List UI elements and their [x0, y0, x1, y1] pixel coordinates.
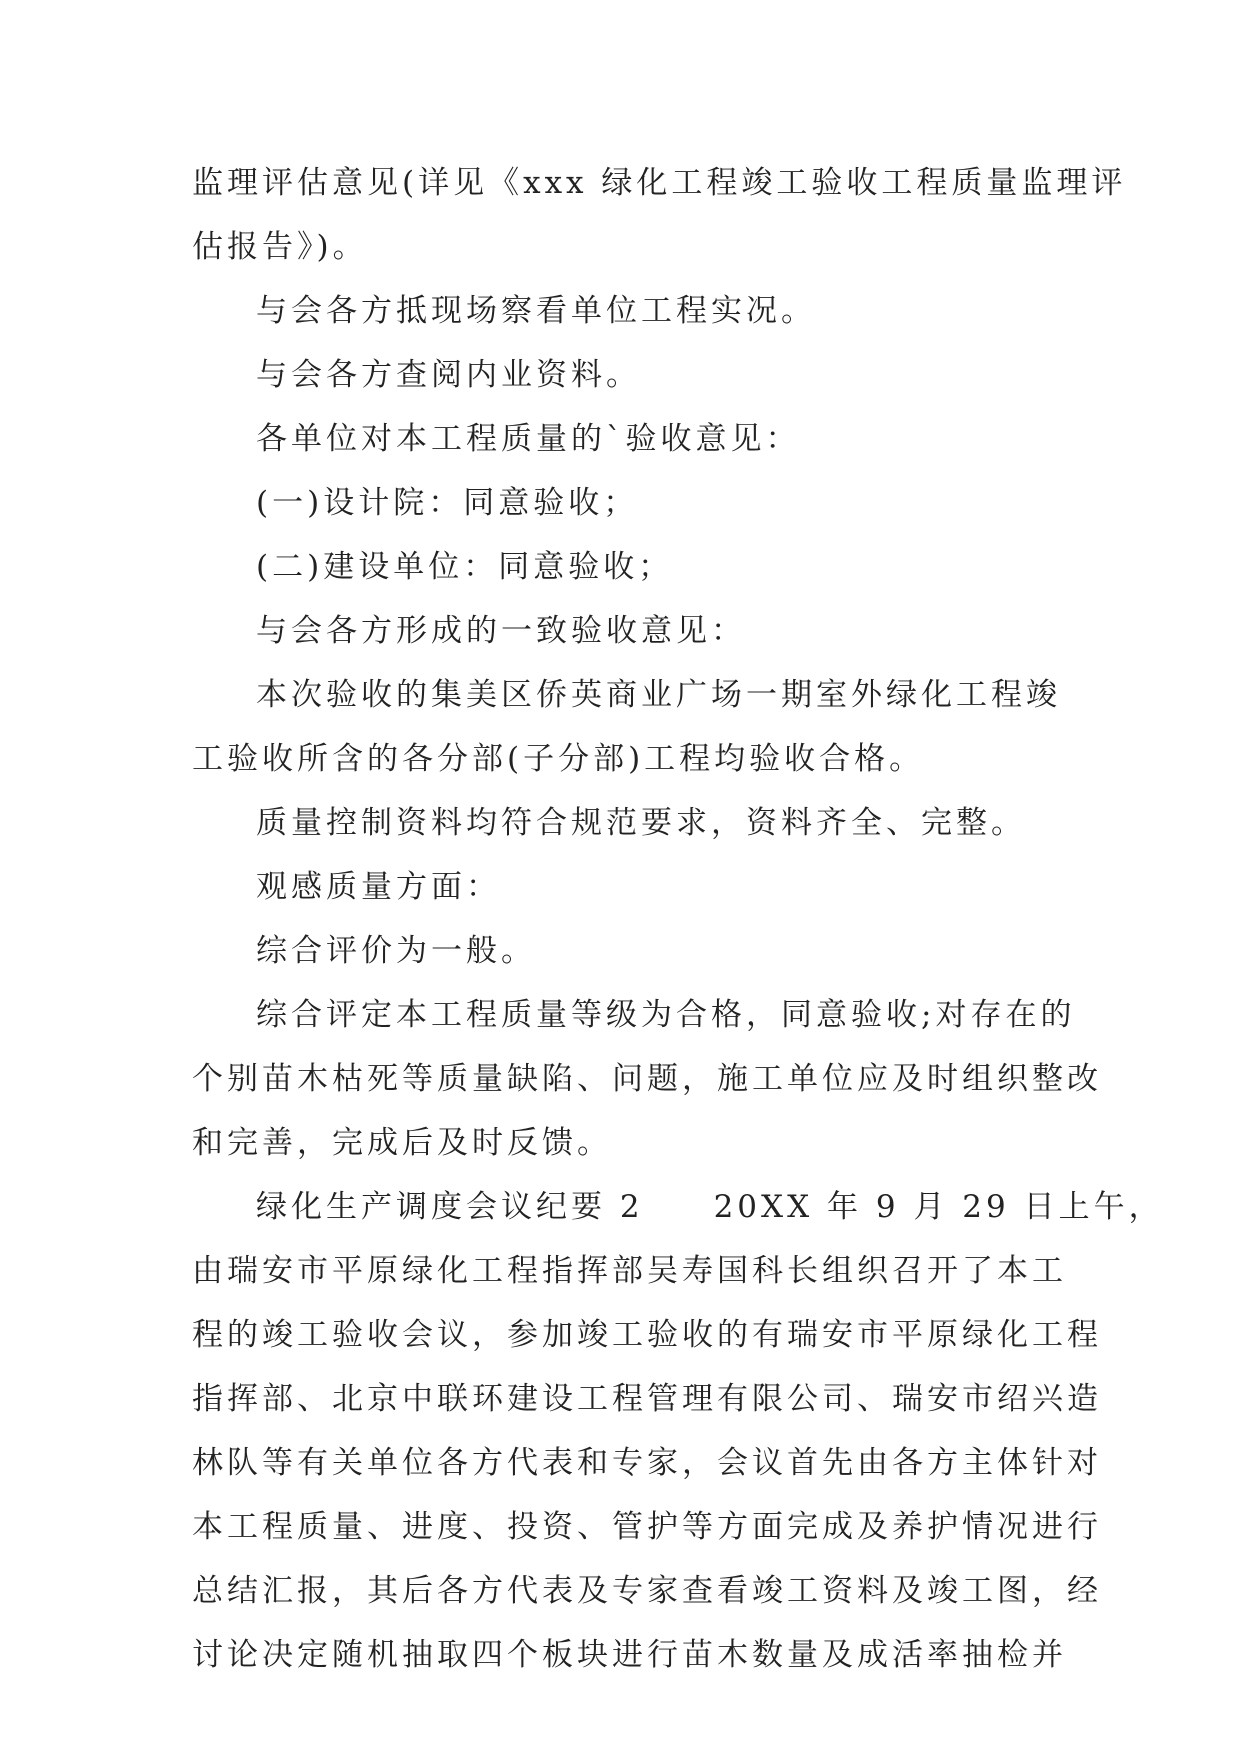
text-line: (一)设计院：同意验收； — [256, 485, 639, 521]
text-line: 各单位对本工程质量的`验收意见： — [256, 421, 801, 457]
text-line: 本次验收的集美区侨英商业广场一期室外绿化工程竣 — [256, 677, 1061, 713]
text-line: 讨论决定随机抽取四个板块进行苗木数量及成活率抽检并 — [192, 1637, 1067, 1673]
text-line: 由瑞安市平原绿化工程指挥部吴寿国科长组织召开了本工 — [192, 1253, 1067, 1289]
text-line: 指挥部、北京中联环建设工程管理有限公司、瑞安市绍兴造 — [192, 1381, 1102, 1417]
text-line: 监理评估意见(详见《xxx 绿化工程竣工验收工程质量监理评 — [192, 165, 1127, 201]
text-line: 总结汇报，其后各方代表及专家查看竣工资料及竣工图，经 — [192, 1573, 1102, 1609]
text-line: 估报告》)。 — [192, 229, 368, 265]
text-line: 观感质量方面： — [256, 869, 501, 905]
text-line: (二)建设单位：同意验收； — [256, 549, 674, 585]
text-line: 工验收所含的各分部(子分部)工程均验收合格。 — [192, 741, 925, 777]
text-line: 个别苗木枯死等质量缺陷、问题，施工单位应及时组织整改 — [192, 1061, 1102, 1097]
text-line: 绿化生产调度会议纪要 2 20XX 年 9 月 29 日上午， — [256, 1189, 1164, 1225]
text-line: 综合评价为一般。 — [256, 933, 536, 969]
text-line: 与会各方查阅内业资料。 — [256, 357, 641, 393]
text-line: 与会各方抵现场察看单位工程实况。 — [256, 293, 816, 329]
text-line: 和完善，完成后及时反馈。 — [192, 1125, 612, 1161]
text-line: 质量控制资料均符合规范要求，资料齐全、完整。 — [256, 805, 1026, 841]
text-line: 与会各方形成的一致验收意见： — [256, 613, 746, 649]
text-line: 程的竣工验收会议，参加竣工验收的有瑞安市平原绿化工程 — [192, 1317, 1102, 1353]
text-line: 林队等有关单位各方代表和专家，会议首先由各方主体针对 — [192, 1445, 1102, 1481]
text-line: 本工程质量、进度、投资、管护等方面完成及养护情况进行 — [192, 1509, 1102, 1545]
text-line: 综合评定本工程质量等级为合格，同意验收;对存在的 — [256, 997, 1076, 1033]
